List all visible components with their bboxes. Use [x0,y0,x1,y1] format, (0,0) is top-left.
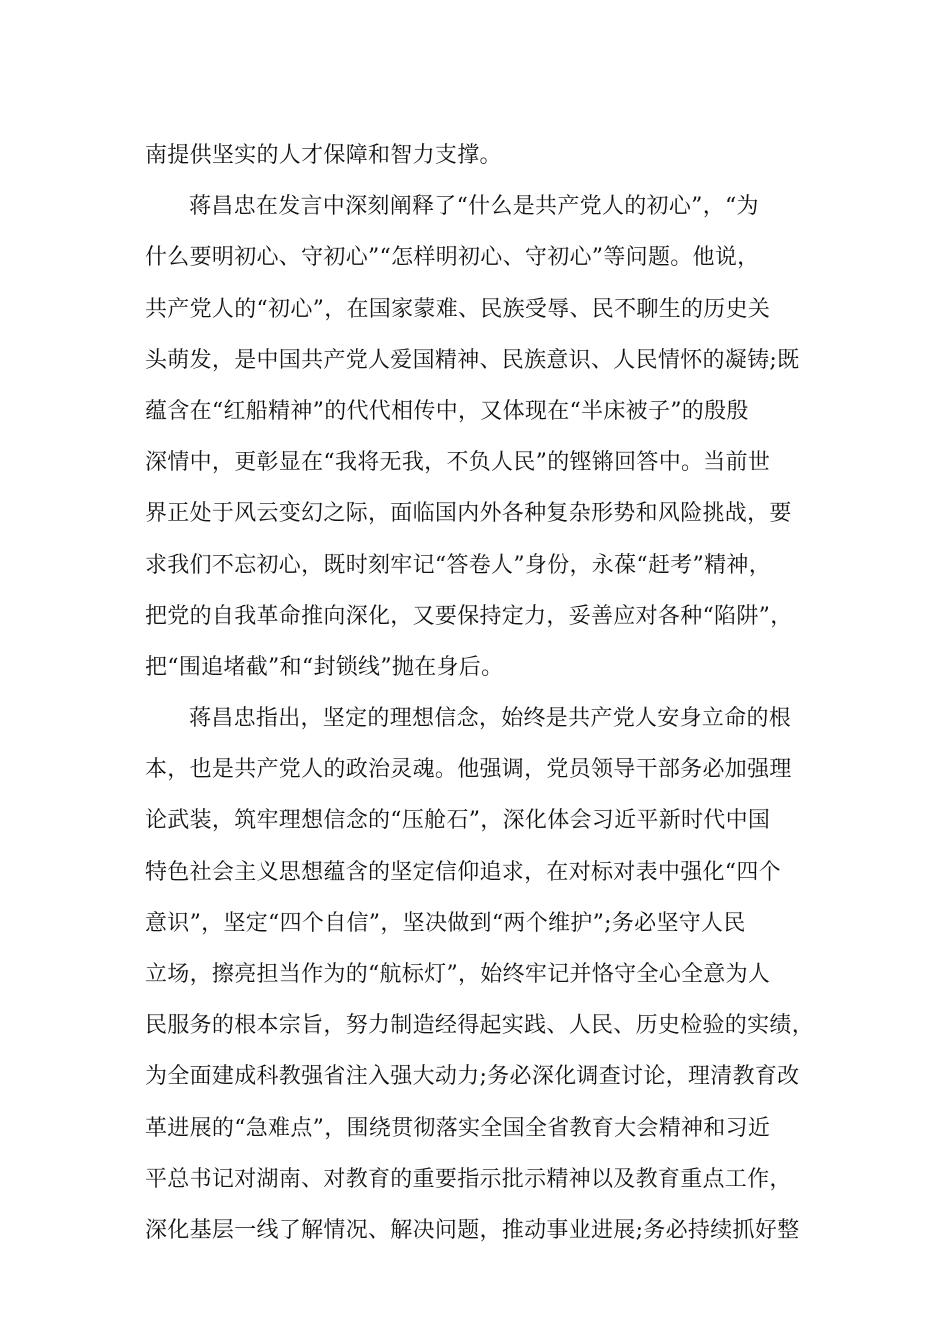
paragraph-first-line: 蒋昌忠在发言中深刻阐释了“什么是共产党人的初心”，“为 [189,194,759,220]
text-line: 为全面建成科教强省注入强大动力;务必深化调查讨论，理清教育改 [145,1064,800,1090]
text-line: 什么要明初心、守初心”“怎样明初心、守初心”等问题。他说， [145,245,760,271]
text-line: 共产党人的“初心”，在国家蒙难、民族受辱、民不聊生的历史关 [145,296,771,322]
text-line: 民服务的根本宗旨，努力制造经得起实践、人民、历史检验的实绩， [145,1013,815,1039]
text-line: 把党的自我革命推向深化，又要保持定力，妥善应对各种“陷阱”， [145,603,793,629]
text-line: 特色社会主义思想蕴含的坚定信仰追求，在对标对表中强化“四个 [145,859,781,885]
text-line: 求我们不忘初心，既时刻牢记“答卷人”身份，永葆“赶考”精神， [145,552,771,578]
text-line: 革进展的“急难点”，围绕贯彻落实全国全省教育大会精神和习近 [145,1115,771,1141]
text-line: 论武装，筑牢理想信念的“压舱石”，深化体会习近平新时代中国 [145,808,771,834]
text-line: 蕴含在“红船精神”的代代相传中，又体现在“半床被子”的殷殷 [145,398,749,424]
text-line: 立场，擦亮担当作为的“航标灯”，始终牢记并恪守全心全意为人 [145,962,771,987]
text-line: 深情中，更彰显在“我将无我，不负人民”的铿锵回答中。当前世 [145,450,771,476]
text-line: 深化基层一线了解情况、解决问题，推动事业进展;务必持续抓好整 [145,1217,800,1243]
text-line: 平总书记对湖南、对教育的重要指示批示精神以及教育重点工作， [145,1166,792,1192]
text-line: 把“围追堵截”和“封锁线”抛在身后。 [145,654,504,680]
text-line: 界正处于风云变幻之际，面临国内外各种复杂形势和风险挑战，要 [145,501,792,527]
text-line: 头萌发，是中国共产党人爱国精神、民族意识、人民情怀的凝铸;既 [145,347,800,373]
body-text [145,130,825,1256]
text-line: 南提供坚实的人才保障和智力支撑。 [145,143,502,168]
paragraph-first-line: 蒋昌忠指出，坚定的理想信念，始终是共产党人安身立命的根 [189,706,792,732]
text-line: 意识”，坚定“四个自信”，坚决做到“两个维护”;务必坚守人民 [145,910,746,936]
text-line: 本，也是共产党人的政治灵魂。他强调，党员领导干部务必加强理 [145,757,792,783]
